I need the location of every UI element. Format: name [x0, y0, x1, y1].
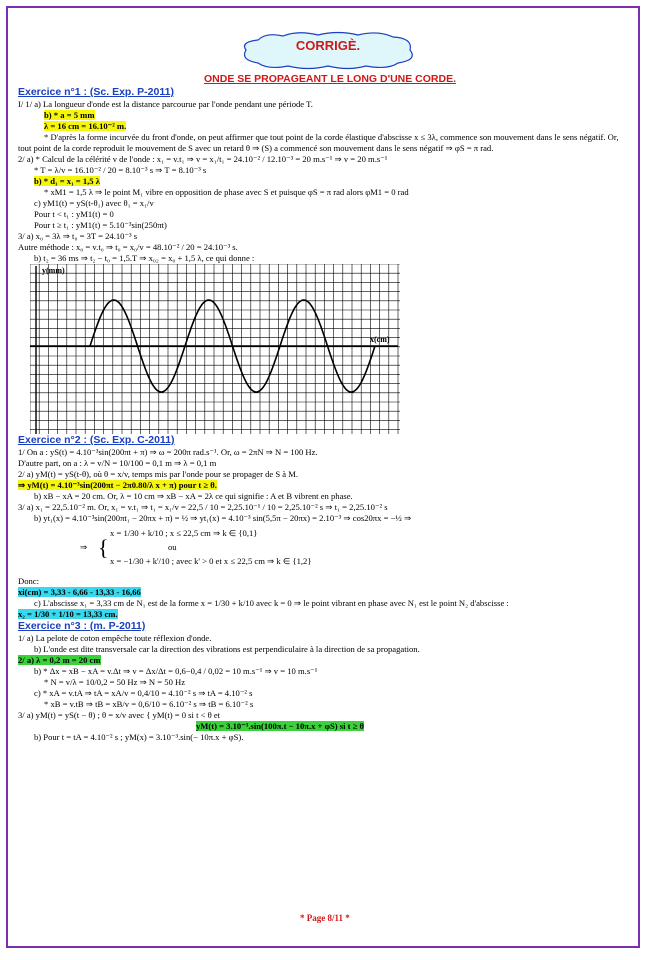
ex1-case-1: Pour t < t₁ : yM1(t) = 0	[34, 209, 114, 219]
ex3-line: 3/ a) yM(t) = yS(t − θ) ; θ = x/v avec { yM(t) = 0 si t < θ et	[18, 710, 221, 720]
ex3-line: 1/ a) La pelote de coton empêche toute réflexion d'onde.	[18, 633, 212, 643]
ex2-line: ⇒ yM(t) = 4.10⁻³sin(200πt − 2π0.80/λ x + π) pour t ≥ θ.	[18, 480, 217, 490]
ex1-alt-method: Autre méthode : x₀ = v.t₀ ⇒ t₀ = x₀/v = 48.10⁻² / 20 = 24.10⁻³ s.	[18, 242, 238, 252]
ex2-line: x₂ = 1/30 + 1/10 = 13,33 cm.	[18, 609, 118, 619]
ex1-equation: c) yM1(t) = yS(t-θ₁) avec θ₁ = x₁/v	[34, 198, 154, 208]
ex1-t2: b) t₂ = 36 ms ⇒ t₂ − t₀ = 1,5.T ⇒ x₀₂ = x₀ + 1,5 λ, ce qui donne :	[34, 253, 255, 263]
brace-icon: {	[98, 535, 109, 560]
ex2-sol-1: x = 1/30 + k/10 ; x ≤ 22,5 cm ⇒ k ∈ {0,1}	[110, 528, 258, 538]
ex2-line: b) yt₁(x) = 4.10⁻³sin(200πt₁ − 20πx + π) = ½ ⇒ yt₁(x) = 4.10⁻³ sin(5,5π − 20πx) = 2.10⁻³ ⇒ cos20πx = −½ ⇒	[34, 513, 412, 523]
implies-icon: ⇒	[80, 542, 88, 552]
ex2-line: c) L'abscisse x₁ = 3,33 cm de N₁ est de la forme x = 1/30 + k/10 avec k = 0 ⇒ le point vibrant en phase avec N₁ est le point N₂ d'abscisse :	[34, 598, 509, 608]
ex2-donc: Donc:	[18, 576, 40, 586]
ex2-line: 1/ On a : yS(t) = 4.10⁻³sin(200πt + π) ⇒ ω = 200π rad.s⁻¹. Or, ω = 2πN ⇒ N = 100 Hz.	[18, 447, 318, 457]
ex2-line: 3/ a) x₁ = 22,5.10⁻² m. Or, x₁ = v.t₁ ⇒ t₁ = x₁/v = 22,5 / 10 = 2,25.10⁻¹ / 10 = 2,25.10⁻² s ⇒ t₁ = 2,25.10⁻² s	[18, 502, 388, 512]
ex3-line: * N = v/λ = 10/0,2 = 50 Hz ⇒ N = 50 Hz	[44, 677, 186, 687]
exercise-2-title: Exercice n°2 : (Sc. Exp. C-2011)	[18, 434, 175, 446]
ex3-line: b) L'onde est dite transversale car la direction des vibrations est perpendiculaire à la direction de sa propagation.	[34, 644, 420, 654]
ex1-wavelength: λ = 16 cm = 16.10⁻² m.	[44, 121, 127, 131]
ex3-line: b) * Δx = xB − xA = v.Δt ⇒ v = Δx/Δt = 0,6−0,4 / 0,02 = 10 m.s⁻¹ ⇒ v = 10 m.s⁻¹	[34, 666, 318, 676]
ex2-sol-2: x = −1/30 + k'/10 ; avec k' > 0 et x ≤ 22,5 cm ⇒ k ∈ {1,2}	[110, 556, 312, 566]
wave-graph	[30, 264, 400, 434]
ex1-period: * T = λ/v = 16.10⁻² / 20 = 8.10⁻³ s ⇒ T = 8.10⁻³ s	[34, 165, 207, 175]
ex1-time: 3/ a) x₀ = 3λ ⇒ t₀ = 3T = 24.10⁻³ s	[18, 231, 138, 241]
ex1-celerity: 2/ a) * Calcul de la célérité v de l'onde : x₁ = v.t₁ ⇒ v = x₁/t₁ = 24.10⁻² / 12.10⁻³ = 20 m.s⁻¹ ⇒ v = 20 m.s⁻¹	[18, 154, 388, 164]
ex1-distance: b) * d₁ = x₁ = 1,5 λ	[34, 176, 100, 186]
ex1-paragraph: * D'après la forme incurvée du front d'onde, on peut affirmer que tout point de la corde élastique d'abscisse x ≤ 3λ, commence son mouvement dans le sens négatif. Or, tout point de la corde reproduit le mouvement de S avec un retard θ ⇒ (S) a commencé son mouvement dans le sens négatif ⇒ φS = π rad.	[18, 132, 619, 153]
page-number: * Page 8/11 *	[300, 913, 350, 923]
ex3-line: yM(t) = 3.10⁻³.sin(100π.t − 10π.x + φS) si t ≥ θ	[196, 721, 364, 731]
ex1-line: I/ 1/ a) La longueur d'onde est la distance parcourue par l'onde pendant une période T.	[18, 99, 313, 109]
ex1-case-2: Pour t ≥ t₁ : yM1(t) = 5.10⁻³sin(250πt)	[34, 220, 167, 230]
y-axis-label: y(mm)	[42, 266, 65, 275]
ex2-sol-or: ou	[168, 542, 177, 552]
document-subtitle: ONDE SE PROPAGEANT LE LONG D'UNE CORDE.	[204, 73, 456, 85]
document-body	[18, 86, 633, 743]
exercise-1-title: Exercice n°1 : (Sc. Exp. P-2011)	[18, 86, 174, 98]
exercise-3-title: Exercice n°3 : (m. P-2011)	[18, 620, 146, 632]
ex3-line: c) * xA = v.tA ⇒ tA = xA/v = 0,4/10 = 4.10⁻² s ⇒ tA = 4.10⁻² s	[34, 688, 253, 698]
wave-graph-svg	[30, 264, 400, 434]
ex1-phase: * xM1 = 1,5 λ ⇒ le point M₁ vibre en opposition de phase avec S et puisque φS = π rad alors φM1 = 0 rad	[44, 187, 409, 197]
ex3-line: * xB = v.tB ⇒ tB = xB/v = 0,6/10 = 6.10⁻² s ⇒ tB = 6.10⁻² s	[44, 699, 254, 709]
ex2-result: xi(cm) = 3,33 - 6,66 - 13,33 - 16,66	[18, 587, 141, 597]
ex2-line: b) xB − xA = 20 cm. Or, λ = 10 cm ⇒ xB − xA = 2λ ce qui signifie : A et B vibrent en phase.	[34, 491, 353, 501]
x-axis-label: x(cm)	[370, 335, 390, 344]
ex2-line: 2/ a) yM(t) = yS(t-θ), où θ = x/v, temps mis par l'onde pour se propager de S à M.	[18, 469, 299, 479]
ex2-solutions	[18, 524, 633, 576]
ex2-line: D'autre part, on a : λ = v/N = 10/100 = 0,1 m ⇒ λ = 0,1 m	[18, 458, 217, 468]
corrige-title: CORRIGÈ.	[295, 38, 361, 53]
ex1-amplitude: b) * a = 5 mm	[44, 110, 95, 120]
ex3-line: b) Pour t = tA = 4.10⁻² s ; yM(x) = 3.10⁻³.sin(− 10π.x + φS).	[34, 732, 244, 742]
ex3-line: 2/ a) λ = 0,2 m = 20 cm	[18, 655, 101, 665]
